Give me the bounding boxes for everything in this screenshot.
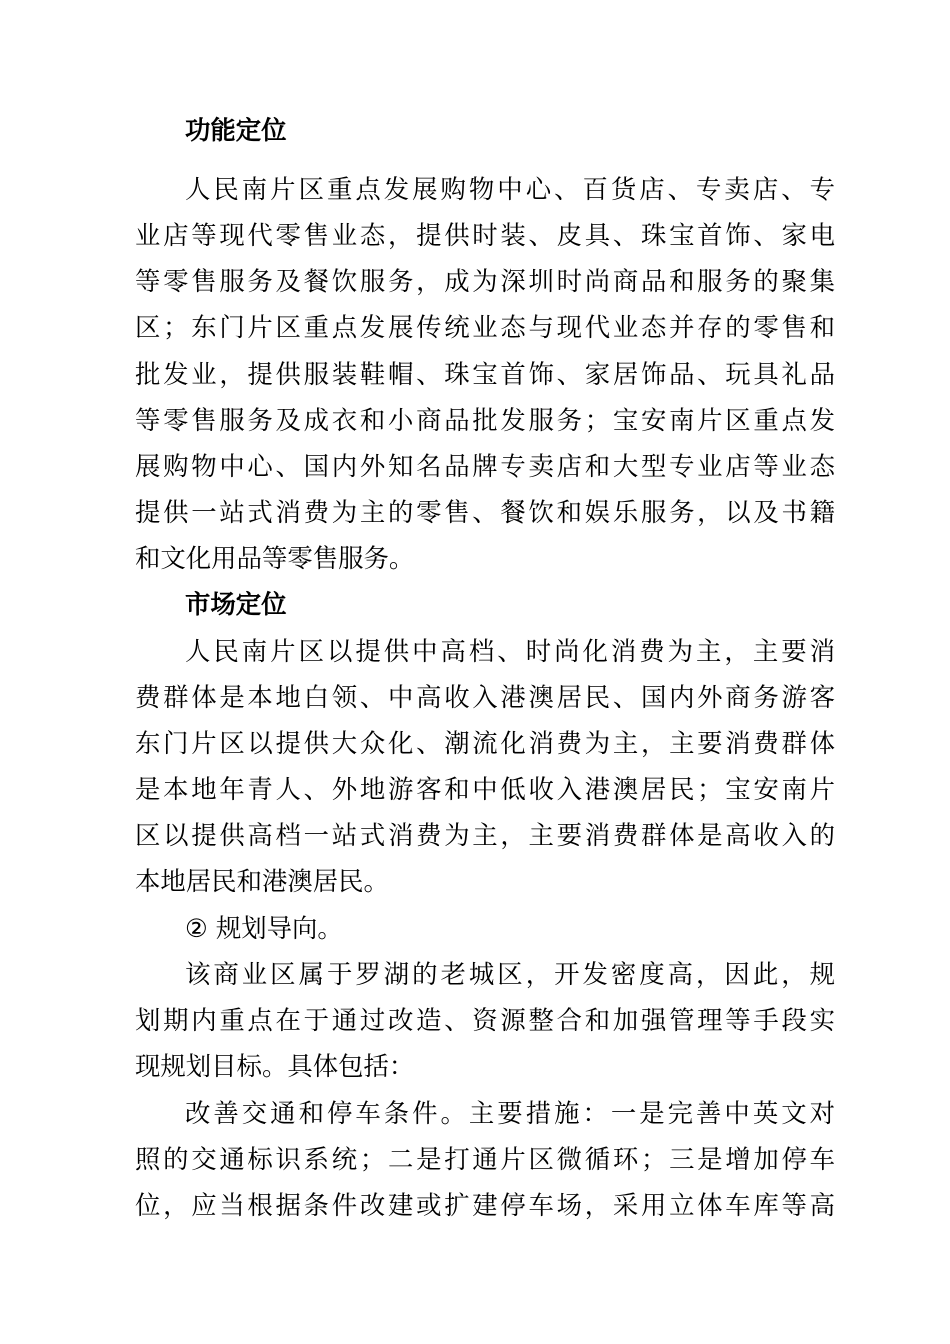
paragraph-line: 划期内重点在于通过改造、资源整合和加强管理等手段实 <box>135 1005 835 1035</box>
paragraph-line: 和文化用品等零售服务。 <box>135 543 415 573</box>
paragraph-line: 区；东门片区重点发展传统业态与现代业态并存的零售和 <box>135 312 835 342</box>
paragraph-line: 人民南片区以提供中高档、时尚化消费为主，主要消 <box>185 636 835 666</box>
paragraph-line: 等零售服务及成衣和小商品批发服务；宝安南片区重点发 <box>135 405 835 435</box>
paragraph-line: 现规划目标。具体包括： <box>135 1051 415 1081</box>
paragraph-line: 位，应当根据条件改建或扩建停车场，采用立体车库等高 <box>135 1190 835 1220</box>
paragraph-line: 费群体是本地白领、中高收入港澳居民、国内外商务游客 <box>135 682 835 712</box>
paragraph-line: 东门片区以提供大众化、潮流化消费为主，主要消费群体 <box>135 728 835 758</box>
paragraph-line: 照的交通标识系统；二是打通片区微循环；三是增加停车 <box>135 1144 835 1174</box>
section-heading-planning-orientation: ② 规划导向。 <box>185 913 343 943</box>
section-heading-function-positioning: 功能定位 <box>185 115 287 145</box>
paragraph-line: 展购物中心、国内外知名品牌专卖店和大型专业店等业态 <box>135 451 835 481</box>
paragraph-line: 是本地年青人、外地游客和中低收入港澳居民；宝安南片 <box>135 774 835 804</box>
paragraph-line: 批发业，提供服装鞋帽、珠宝首饰、家居饰品、玩具礼品 <box>135 359 835 389</box>
paragraph-line: 等零售服务及餐饮服务，成为深圳时尚商品和服务的聚集 <box>135 266 835 296</box>
paragraph-line: 改善交通和停车条件。主要措施：一是完善中英文对 <box>185 1098 835 1128</box>
paragraph-line: 该商业区属于罗湖的老城区，开发密度高，因此，规 <box>185 959 835 989</box>
paragraph-line: 本地居民和港澳居民。 <box>135 866 389 896</box>
paragraph-line: 人民南片区重点发展购物中心、百货店、专卖店、专 <box>185 174 835 204</box>
paragraph-line: 区以提供高档一站式消费为主，主要消费群体是高收入的 <box>135 820 835 850</box>
paragraph-line: 业店等现代零售业态，提供时装、皮具、珠宝首饰、家电 <box>135 220 835 250</box>
paragraph-line: 提供一站式消费为主的零售、餐饮和娱乐服务，以及书籍 <box>135 497 835 527</box>
section-heading-market-positioning: 市场定位 <box>185 589 287 619</box>
